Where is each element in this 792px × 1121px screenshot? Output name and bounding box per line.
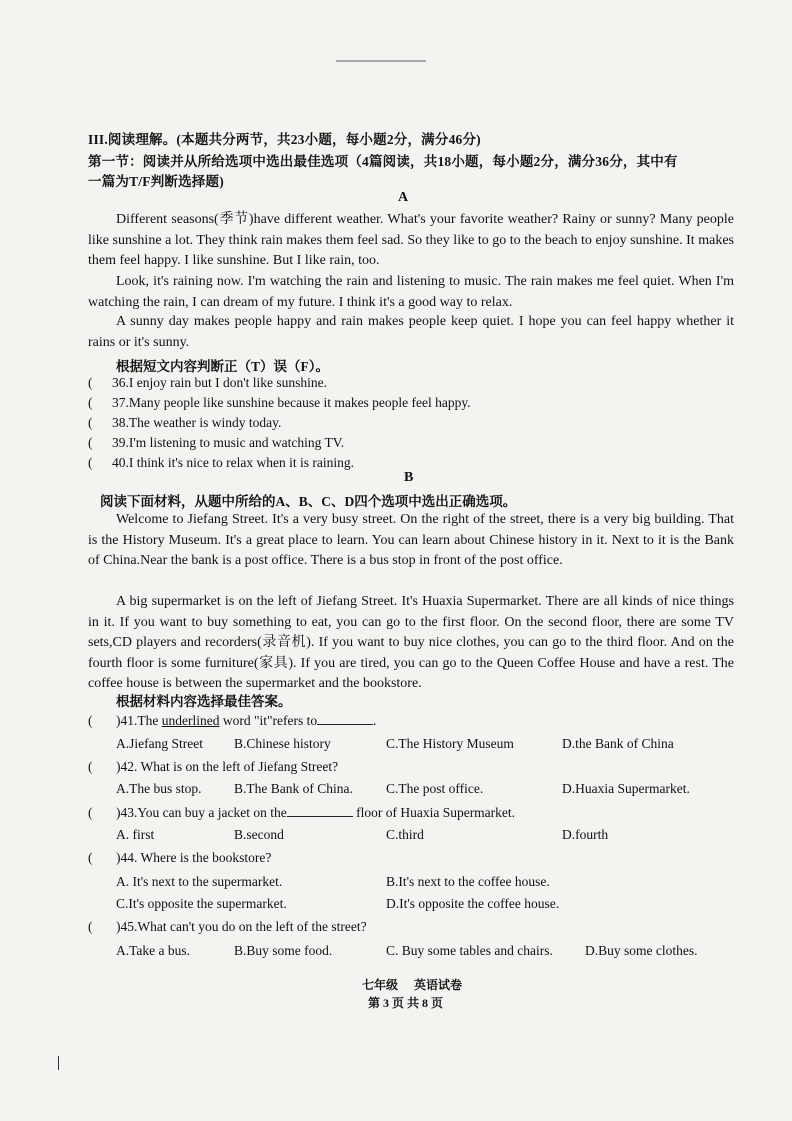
question-41: ( )41.The underlined word "it"refers to . xyxy=(88,713,377,728)
q42-option-d: D.Huaxia Supermarket. xyxy=(562,781,690,796)
passage-b-letter: B xyxy=(404,470,414,485)
q43-option-d: D.fourth xyxy=(562,827,609,842)
tf-item-37: ( 37.Many people like sunshine because it makes people feel happy. xyxy=(88,395,471,410)
tf-item-40: ( 40.I think it's nice to relax when it is raining. xyxy=(88,455,355,470)
q42-option-b: B.The Bank of China. xyxy=(234,781,353,796)
passage-b-paragraph-2: A big supermarket is on the left of Jiefang Street. It's Huaxia Supermarket. There are all kinds of nice things in it. If you want to buy something to eat, you can go to the first floor. On the second floor, there are some TV sets,CD players and recorders(录音机). If you want to buy nice clothes, you can go to the third floor. And on the fourth floor is some furniture(家具). If you are tired, you can go to the Queen Coffee House and have a rest. The coffee house is between the supermarket and the bookstore. xyxy=(88,594,734,691)
tf-item-38: ( 38.The weather is windy today. xyxy=(88,415,282,430)
q41-option-d: D.the Bank of China xyxy=(562,736,674,751)
tf-item-36: ( 36.I enjoy rain but I don't like sunshine. xyxy=(88,375,328,390)
margin-tick xyxy=(58,1056,59,1070)
q42-option-a: A.The bus stop. xyxy=(116,781,202,796)
passage-a-paragraph-3: A sunny day makes people happy and rain makes people keep quiet. I hope you can feel happy whether it rains or it's sunny. xyxy=(88,314,734,350)
section-title: III.阅读理解。(本题共分两节，共23小题，每小题2分，满分46分) xyxy=(88,132,481,147)
top-mark xyxy=(336,60,426,62)
q41-option-b: B.Chinese history xyxy=(234,736,331,751)
q43-option-c: C.third xyxy=(386,827,424,842)
question-45: ( )45.What can't you do on the left of the street? xyxy=(88,919,367,934)
passage-a-paragraph-1: Different seasons(季节)have different weather. What's your favorite weather? Rainy or sunny? Many people like sunshine a lot. They think rain makes them feel sad. So they like to go to the beach to enjoy sunshine. It makes them feel happy. I like sunshine. But I like rain, too. xyxy=(88,212,734,268)
part1-heading-line2: 一篇为T/F判断选择题) xyxy=(88,174,224,189)
q45-option-a: A.Take a bus. xyxy=(116,943,191,958)
q43-option-a: A. first xyxy=(116,827,155,842)
passage-b-instruction: 阅读下面材料，从题中所给的A、B、C、D四个选项中选出正确选项。 xyxy=(100,494,517,509)
q44-option-b: B.It's next to the coffee house. xyxy=(386,874,550,889)
passage-a-letter: A xyxy=(398,190,409,205)
q45-option-b: B.Buy some food. xyxy=(234,943,333,958)
q44-option-a: A. It's next to the supermarket. xyxy=(116,874,283,889)
q43-option-b: B.second xyxy=(234,827,284,842)
tf-item-39: ( 39.I'm listening to music and watching TV. xyxy=(88,435,345,450)
footer-subject: 英语试卷 xyxy=(414,978,463,992)
question-43: ( )43.You can buy a jacket on the floor of Huaxia Supermarket. xyxy=(88,805,516,820)
footer-grade: 七年级 xyxy=(362,978,399,992)
passage-b-paragraph-1: Welcome to Jiefang Street. It's a very busy street. On the right of the street, there is a very big building. That is the History Museum. It's a great place to learn. You can learn about Chinese history in it. Next to it is the Bank of China.Near the bank is a post office. There is a bus stop in front of the post office. xyxy=(88,512,734,568)
question-42: ( )42. What is on the left of Jiefang Street? xyxy=(88,759,339,774)
q45-option-d: D.Buy some clothes. xyxy=(585,943,698,958)
q45-option-c: C. Buy some tables and chairs. xyxy=(386,943,553,958)
q41-option-a: A.Jiefang Street xyxy=(116,736,203,751)
passage-a-instruction: 根据短文内容判断正（T）误（F）。 xyxy=(116,359,330,374)
q41-option-c: C.The History Museum xyxy=(386,736,514,751)
q44-option-d: D.It's opposite the coffee house. xyxy=(386,896,560,911)
part1-heading-line1: 第一节：阅读并从所给选项中选出最佳选项（4篇阅读，共18小题，每小题2分，满分36分，其中有 xyxy=(88,154,678,169)
answer-blank xyxy=(317,712,373,725)
answer-blank xyxy=(287,804,353,817)
passage-b-instruction-2: 根据材料内容选择最佳答案。 xyxy=(116,694,292,709)
footer-page-number: 第 3 页 共 8 页 xyxy=(368,996,444,1010)
q44-option-c: C.It's opposite the supermarket. xyxy=(116,896,287,911)
question-44: ( )44. Where is the bookstore? xyxy=(88,850,272,865)
passage-a-paragraph-2: Look, it's raining now. I'm watching the rain and listening to music. The rain makes me feel quiet. When I'm watching the rain, I can dream of my future. I think it's a good way to relax. xyxy=(88,274,734,310)
q42-option-c: C.The post office. xyxy=(386,781,484,796)
